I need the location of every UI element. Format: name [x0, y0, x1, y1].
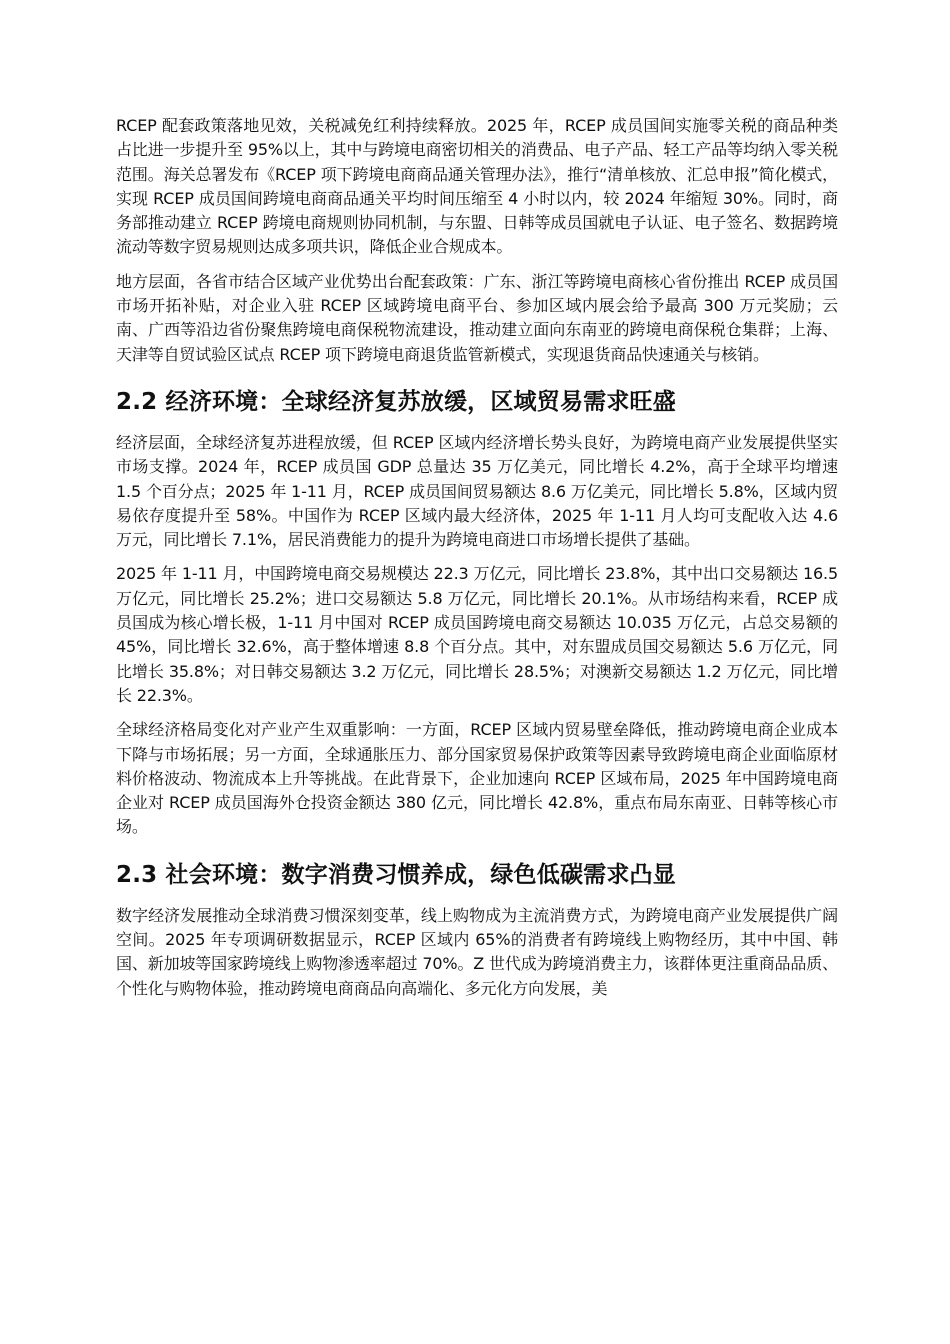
paragraph-economic-overview: 经济层面，全球经济复苏进程放缓，但 RCEP 区域内经济增长势头良好，为跨境电商产业发展提供坚实市场支撑。2024 年，RCEP 成员国 GDP 总量达 35 万亿美元，同比增长 4.2%，高于全球平均增速 1.5 个百分点；2025 年 1-11 月，RCEP 成员国间贸易额达 8.6 万亿美元，同比增长 5.8%，区域内贸易依存度提升至 58%。中国作为 RCEP 区域内最大经济体，2025 年 1-11 月人均可支配收入达 4.6 万元，同比增长 7.1%，居民消费能力的提升为跨境电商进口市场增长提供了基础。 — [116, 432, 838, 550]
section-2-3 — [116, 858, 838, 1001]
paragraph-rcep-policy: RCEP 配套政策落地见效，关税减免红利持续释放。2025 年，RCEP 成员国间实施零关税的商品种类占比进一步提升至 95%以上，其中与跨境电商密切相关的消费品、电子产品、轻工产品等均纳入零关税范围。海关总署发布《RCEP 项下跨境电商商品通关管理办法》，推行“清单核放、汇总申报”简化模式，实现 RCEP 成员国间跨境电商商品通关平均时间压缩至 4 小时以内，较 2024 年缩短 30%。同时，商务部推动建立 RCEP 跨境电商规则协同机制，与东盟、日韩等成员国就电子认证、电子签名、数据跨境流动等数字贸易规则达成多项共识，降低企业合规成本。 — [116, 116, 838, 257]
paragraph-digital-consumption: 数字经济发展推动全球消费习惯深刻变革，线上购物成为主流消费方式，为跨境电商产业发展提供广阔空间。2025 年专项调研数据显示，RCEP 区域内 65%的消费者有跨境线上购物经历，其中中国、韩国、新加坡等国家跨境线上购物渗透率超过 70%。Z 世代成为跨境消费主力，该群体更注重商品品质、个性化与购物体验，推动跨境电商商品向高端化、多元化方向发展，美 — [116, 905, 838, 998]
section-heading-social: 2.3 社会环境：数字消费习惯养成，绿色低碳需求凸显 — [116, 861, 676, 888]
document-page — [116, 114, 838, 1011]
section-heading-economic: 2.2 经济环境：全球经济复苏放缓，区域贸易需求旺盛 — [116, 388, 676, 415]
section-2-2 — [116, 385, 838, 840]
paragraph-trade-scale: 2025 年 1-11 月，中国跨境电商交易规模达 22.3 万亿元，同比增长 23.8%，其中出口交易额达 16.5 万亿元，同比增长 25.2%；进口交易额达 5.8 万亿元，同比增长 20.1%。从市场结构来看，RCEP 成员国成为核心增长极，1-11 月中国对 RCEP 成员国跨境电商交易额达 10.035 万亿元，占总交易额的 45%，同比增长 32.6%，高于整体增速 8.8 个百分点。其中，对东盟成员国交易额达 5.6 万亿元，同比增长 35.8%；对日韩交易额达 3.2 万亿元，同比增长 28.5%；对澳新交易额达 1.2 万亿元，同比增长 22.3%。 — [116, 564, 838, 705]
section-2-1-body — [116, 114, 838, 367]
paragraph-local-policy: 地方层面，各省市结合区域产业优势出台配套政策：广东、浙江等跨境电商核心省份推出 RCEP 成员国市场开拓补贴，对企业入驻 RCEP 区域跨境电商平台、参加区域内展会给予最高 300 万元奖励；云南、广西等沿边省份聚焦跨境电商保税物流建设，推动建立面向东南亚的跨境电商保税仓集群；上海、天津等自贸试验区试点 RCEP 项下跨境电商退货监管新模式，实现退货商品快速通关与核销。 — [116, 271, 838, 364]
paragraph-global-impact: 全球经济格局变化对产业产生双重影响：一方面，RCEP 区域内贸易壁垒降低，推动跨境电商企业成本下降与市场拓展；另一方面，全球通胀压力、部分国家贸易保护政策等因素导致跨境电商企业面临原材料价格波动、物流成本上升等挑战。在此背景下，企业加速向 RCEP 区域布局，2025 年中国跨境电商企业对 RCEP 成员国海外仓投资金额达 380 亿元，同比增长 42.8%，重点布局东南亚、日韩等核心市场。 — [116, 720, 838, 837]
